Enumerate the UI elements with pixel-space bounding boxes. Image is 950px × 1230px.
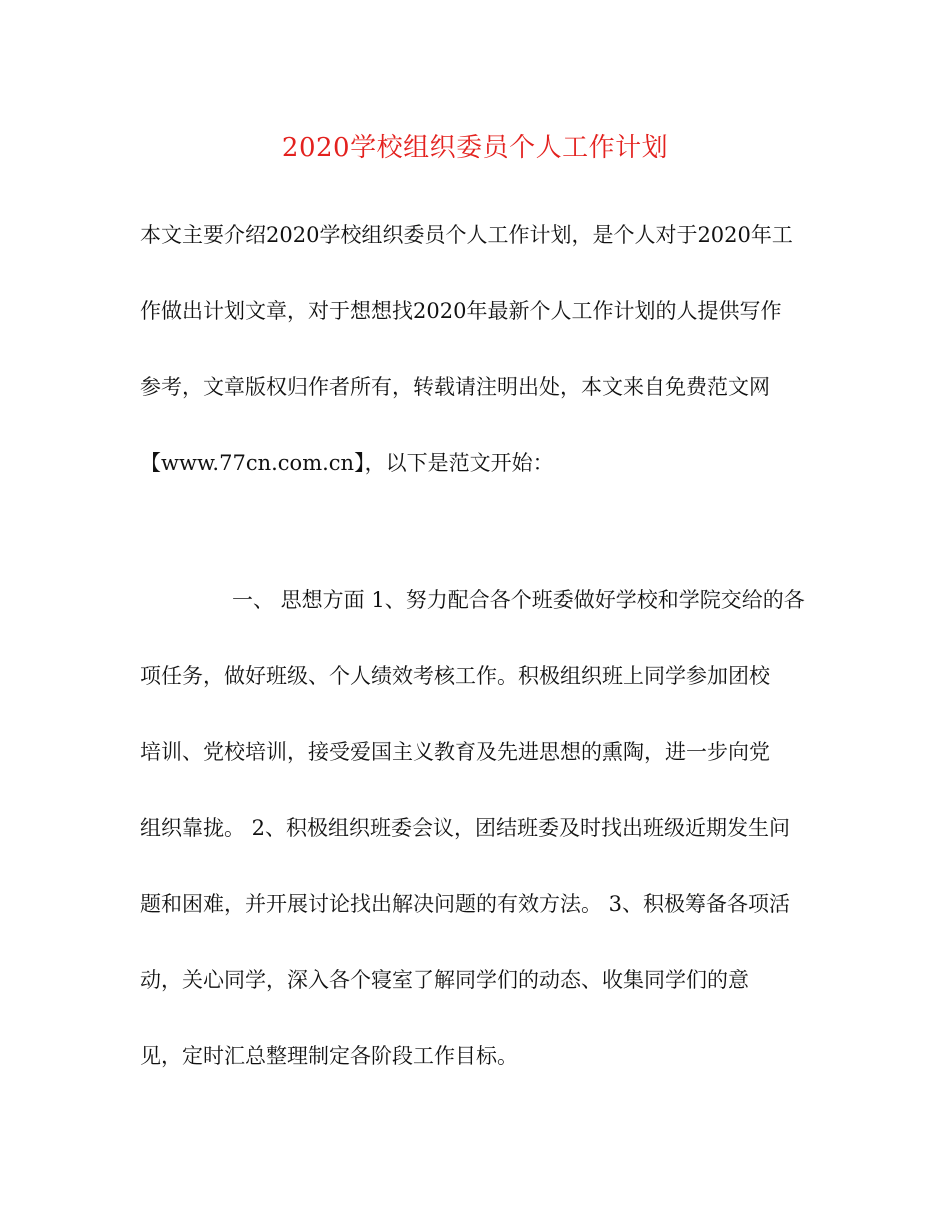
intro-line-4: 【www.77cn.com.cn】，以下是范文开始： — [140, 451, 554, 475]
body-line-3: 培训、党校培训，接受爱国主义教育及先进思想的熏陶，进一步向党 — [140, 740, 770, 764]
body-line-1: 一、 思想方面 1、努力配合各个班委做好学校和学院交给的各 — [190, 588, 805, 612]
intro-line-1: 本文主要介绍2020学校组织委员个人工作计划，是个人对于2020年工 — [140, 223, 793, 247]
body-line-7: 见，定时汇总整理制定各阶段工作目标。 — [140, 1044, 518, 1068]
body-line-4: 组织靠拢。 2、积极组织班委会议，团结班委及时找出班级近期发生问 — [140, 816, 791, 840]
body-line-2: 项任务，做好班级、个人绩效考核工作。积极组织班上同学参加团校 — [140, 664, 770, 688]
body-line-6: 动，关心同学，深入各个寝室了解同学们的动态、收集同学们的意 — [140, 968, 749, 992]
body-line-5: 题和困难，并开展讨论找出解决问题的有效方法。 3、积极筹备各项活 — [140, 892, 791, 916]
intro-line-3: 参考，文章版权归作者所有，转载请注明出处，本文来自免费范文网 — [140, 375, 770, 399]
intro-line-2: 作做出计划文章，对于想想找2020年最新个人工作计划的人提供写作 — [140, 299, 782, 323]
document-title: 2020学校组织委员个人工作计划 — [281, 133, 669, 163]
